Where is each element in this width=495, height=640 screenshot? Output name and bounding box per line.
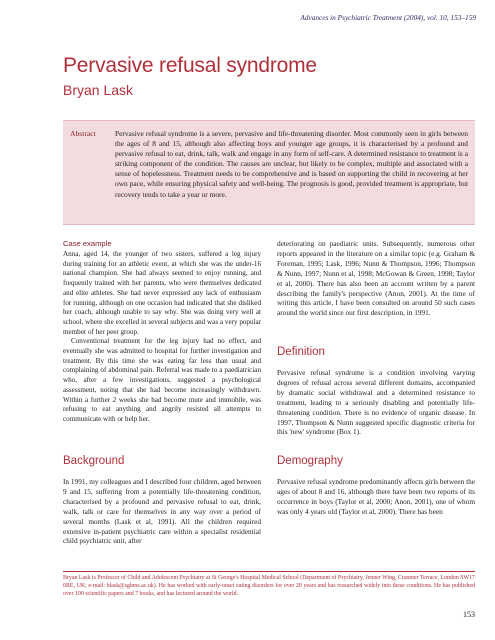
abstract-text: Pervasive refusal syndrome is a severe, pervasive and life-threatening disorder. Most commonly seen in girls between the ages of 8 and 15, although also affecting boys and younger age groups, it is characterised by a profound and pervasive refusal to eat, drink, talk, walk and engage in any form of self-care. A determined resistance to treatment is a striking component of the condition. The causes are unclear, but likely to be complex, multiple and associated with a sense of hopelessness. Treatment needs to be comprehensive and is based on supporting the child in recovering at her own pace, while ensuring physical safety and well-being. The prognosis is good, provided treatment is appropriate, but recovery tends to take a year or more. <box>115 129 468 199</box>
case-example-title: Case example <box>63 239 112 248</box>
definition-text: Pervasive refusal syndrome is a condition involving varying degrees of refusal across several different domains, accompanied by dramatic social withdrawal and a determined resistance to treatment, leading to a seriously disabling and potentially life-threatening condition. There is no evidence of organic disease. In 1997, Thompson & Nunn suggested specific diagnostic criteria for this 'new' syndrome (Box 1). <box>277 368 475 437</box>
case-paragraph-2: Conventional treatment for the leg injury had no effect, and eventually she was admitted to hospital for further investigation and treatment. By this time she was eating far less than usual and complaining of abdominal pain. Referral was made to a paediatrician who, after a few investigations, suggested a psychological assessment, noting that she had become increasingly withdrawn. Within a further 2 weeks she had become mute and immobile, was refusing to eat anything and angrily resisted all attempts to communicate with or help her. <box>63 337 261 423</box>
definition-heading: Definition <box>277 346 325 358</box>
abstract-label: Abstract <box>70 129 96 138</box>
case-paragraph-1: Anna, aged 14, the younger of two sisters, suffered a leg injury during training for an athletic event, at which she was the under-16 national champion. She had always seemed to enjoy running, and frequently trained with her parents, who were themselves dedicated and elite athletes. She had never expressed any lack of enthusiasm for running, although on one occasion had indicated that she disliked her coach, although unable to say why. She was doing very well at school, where she excelled in several subjects and was a very popular member of her peer group. <box>63 250 261 336</box>
article-title: Pervasive refusal syndrome <box>63 54 317 77</box>
article-author: Bryan Lask <box>63 82 134 98</box>
running-header: Advances in Psychiatric Treatment (2004), vol. 10, 153–159 <box>300 13 476 22</box>
demography-heading: Demography <box>277 455 343 467</box>
page-number: 153 <box>463 610 475 619</box>
footer-divider <box>63 571 475 572</box>
abstract-box <box>63 120 475 225</box>
case-example-text <box>63 250 261 425</box>
author-bio: Bryan Lask is Professor of Child and Adolescent Psychiatry at St George's Hospital Medical School (Department of Psychiatry, Jenner Wing, Cranmer Terrace, London SW17 0RE, UK; e-mail: blask@sghms.ac.uk). He has worked with early-onset eating disorders for over 20 years and has researched widely into these conditions. He has published over 100 scientific papers and 7 books, and has lectured around the world. <box>63 575 475 597</box>
demography-text: Pervasive refusal syndrome predominantly affects girls between the ages of about 8 and 16, although there have been two reports of its occurrence in boys (Taylor et al, 2000; Anon, 2001), one of whom was only 4 years old (Taylor et al, 2000). There has been <box>277 477 475 516</box>
background-heading: Background <box>63 455 125 467</box>
right-column-continuation: deteriorating on paediatric units. Subsequently, numerous other reports appeared in the literature on a similar topic (e.g. Graham & Foreman, 1995; Lask, 1996; Nunn & Thompson, 1996; Thompson & Nunn, 1997; Nunn et al, 1998; McGowan & Green, 1998; Taylor et al, 2000). There has also been an account written by a parent describing the family's perspective (Anon, 2001). At the time of writing this article, I have been consulted on around 50 such cases around the world since our first description, in 1991. <box>277 239 475 318</box>
background-text: In 1991, my colleagues and I described four children, aged between 9 and 15, suffering from a potentially life-threatening condition, characterised by a profound and pervasive refusal to eat, drink, walk, talk or care for themselves in any way over a period of several months (Lask et al, 1991). All the children required extensive in-patient psychiatric care within a specialist residential child psychiatric unit, after <box>63 477 261 546</box>
